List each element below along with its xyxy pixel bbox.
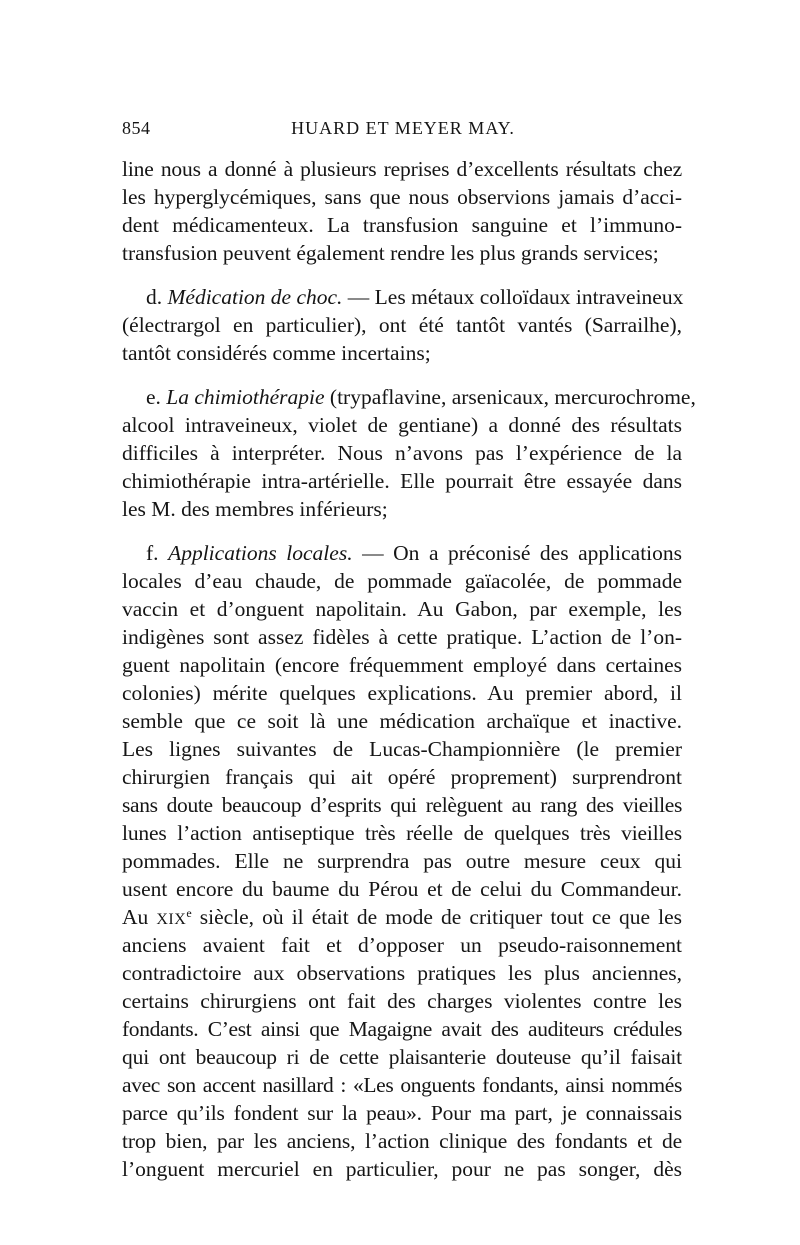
text-line: sans doute beaucoup d’esprits qui relèguent au rang des vieilles: [122, 793, 682, 817]
section-heading: Médication de choc.: [167, 285, 343, 309]
text-line: Les lignes suivantes de Lucas-Championnière (le premier: [122, 737, 682, 761]
text-line: parce qu’ils fondent sur la peau». Pour ma part, je connaissais: [122, 1101, 682, 1125]
text-line: pommades. Elle ne surprendra pas outre mesure ceux qui: [122, 849, 682, 873]
text-run: Au: [122, 905, 149, 929]
text-line: fondants. C’est ainsi que Magaigne avait des auditeurs crédules: [122, 1017, 682, 1041]
text-line: line nous a donné à plusieurs reprises d’excellents résultats chez: [122, 157, 682, 181]
text-run: (trypaflavine, arsenicaux, mercurochrome,: [329, 385, 696, 409]
text-line: qui ont beaucoup ri de cette plaisanterie douteuse qu’il faisait: [122, 1045, 682, 1069]
text-line: anciens avaient fait et d’opposer un pseudo-raisonnement: [122, 933, 682, 957]
text-line: transfusion peuvent également rendre les plus grands services;: [122, 241, 659, 265]
text-line: certains chirurgiens ont fait des charges violentes contre les: [122, 989, 682, 1013]
text-line: tantôt considérés comme incertains;: [122, 341, 431, 365]
page-number: 854: [122, 118, 151, 138]
text-line: chirurgien français qui ait opéré proprement) surprendront: [122, 765, 682, 789]
text-line: vaccin et d’onguent napolitain. Au Gabon, par exemple, les: [122, 597, 682, 621]
section-heading: Applications locales.: [168, 541, 353, 565]
text-line: alcool intraveineux, violet de gentiane) a donné des résultats: [122, 413, 682, 437]
text-line: (électrargol en particulier), ont été tantôt vantés (Sarrailhe),: [122, 313, 682, 337]
paragraph-letter: d.: [146, 285, 163, 309]
superscript: e: [186, 906, 192, 920]
text-line: les M. des membres inférieurs;: [122, 497, 388, 521]
text-line: semble que ce soit là une médication archaïque et inactive.: [122, 709, 682, 733]
text-line: avec son accent nasillard : «Les onguents fondants, ainsi nommés: [122, 1073, 682, 1097]
century-line: [122, 903, 682, 931]
text-line: guent napolitain (encore fréquemment employé dans certaines: [122, 653, 682, 677]
text-line: chimiothérapie intra-artérielle. Elle pourrait être essayée dans: [122, 469, 682, 493]
paragraph-d-first-line: [146, 283, 682, 311]
text-line: difficiles à interpréter. Nous n’avons pas l’expérience de la: [122, 441, 682, 465]
text-run: — On a préconisé des applications: [362, 541, 683, 565]
text-line: dent médicamenteux. La transfusion sanguine et l’immuno-: [122, 213, 682, 237]
paragraph-e-first-line: [146, 383, 696, 411]
text-run: — Les métaux colloïdaux intraveineux: [347, 285, 684, 309]
running-head: [122, 118, 684, 146]
paragraph-letter: e.: [146, 385, 161, 409]
text-line: locales d’eau chaude, de pommade gaïacolée, de pommade: [122, 569, 682, 593]
text-line: contradictoire aux observations pratiques les plus anciennes,: [122, 961, 682, 985]
text-line: colonies) mérite quelques explications. Au premier abord, il: [122, 681, 682, 705]
text-line: indigènes sont assez fidèles à cette pratique. L’action de l’on-: [122, 625, 682, 649]
paragraph-f-first-line: [146, 539, 682, 567]
text-line: trop bien, par les anciens, l’action clinique des fondants et de: [122, 1129, 682, 1153]
text-run: siècle, où il était de mode de critiquer tout ce que les: [199, 905, 683, 929]
paragraph-letter: f.: [146, 541, 159, 565]
text-line: l’onguent mercuriel en particulier, pour ne pas songer, dès: [122, 1157, 682, 1181]
text-line: lunes l’action antiseptique très réelle de quelques très vieilles: [122, 821, 682, 845]
section-heading: La chimiothérapie: [166, 385, 325, 409]
text-line: usent encore du baume du Pérou et de celui du Commandeur.: [122, 877, 682, 901]
text-line: les hyperglycémiques, sans que nous observions jamais d’acci-: [122, 185, 682, 209]
roman-numeral: XIX: [156, 911, 187, 928]
running-title: HUARD ET MEYER MAY.: [291, 118, 515, 138]
